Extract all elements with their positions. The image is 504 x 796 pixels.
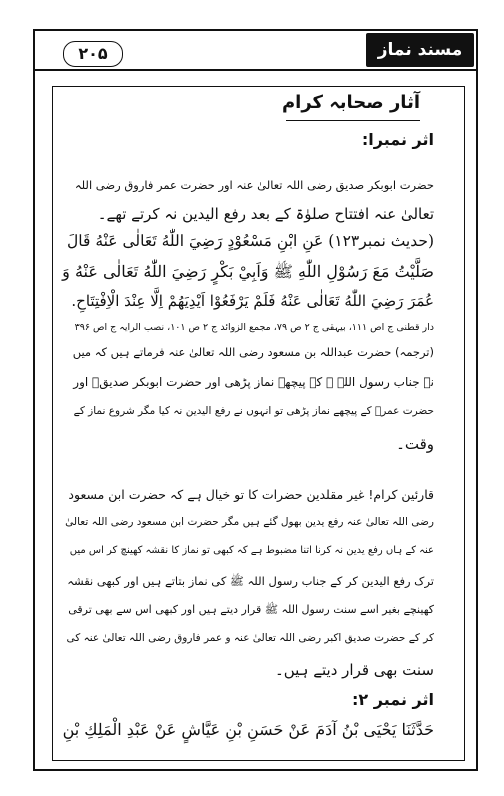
hadith-reference: دار قطنی ج اص ۱۱۱، بیہقی ج ۲ ص ۷۹، مجمع الزوائد ج ۲ ص ۱۰۱، نصب الرایہ ج اص ۳۹۶ [74,322,434,333]
note-line: قارئین کرام! غیر مقلدین حضرات کا تو خیال ہے کہ حضرت ابن مسعود [68,487,434,502]
note-line: رضی اللہ تعالیٰ عنہ رفع یدین بھول گئے ہیں مگر حضرت ابن مسعود رضی اللہ تعالیٰ [65,516,434,528]
note-line: ترک رفع الیدین کر کے جناب رسول اللہ ﷺ کی نماز بتاتے ہیں اور کبھی نقشہ [67,574,434,588]
translation-line: وقت۔ [396,435,434,453]
hadith-line: عُمَرَ رَضِيَ اللّٰهُ تَعَالٰى عَنْهُ فَلَمْ يَرْفَعُوْا اَيْدِيَهُمْ اِلَّا عِنْدَ الْاِفْتِتَاحِ. [71,292,434,310]
translation-line: حضرت عمرؓ کے پیچھے نماز پڑھی تو انہوں نے رفع الیدین نہ کیا مگر شروع نماز کے [73,405,434,417]
page-number: ۲۰۵ [63,41,123,67]
note-line: کر کے حضرت صدیق اکبر رضی اللہ تعالیٰ عنہ و عمر فاروق رضی اللہ تعالیٰ عنہ کی [66,632,434,644]
athar-1-label: اثر نمبرا: [361,130,434,149]
translation-line: نے جناب رسول اللہ ﷺ کے پیچھے نماز پڑھی اور حضرت ابوبکر صدیقؓ اور [73,375,434,389]
hadith-line: (حدیث نمبر۱۲۳) عَنِ ابْنِ مَسْعُوْدٍ رَضِيَ اللّٰهُ تَعَالٰى عَنْهُ قَالَ [67,232,434,250]
athar-2-label: اثر نمبر ۲: [352,690,434,709]
intro-line: حضرت ابوبکر صدیق رضی اللہ تعالیٰ عنہ اور حضرت عمر فاروق رضی اللہ [74,178,434,192]
note-line: سنت بھی قرار دیتے ہیں۔ [274,661,434,679]
note-line: عنہ کے ہاں رفع یدین نہ کرنا اتنا مضبوط ہے کہ کبھی تو نماز کا نقشہ کھینچ کر اس میں [69,545,434,556]
section-title: آثار صحابہ کرام [281,92,420,113]
running-title: مسند نماز حنفی [366,33,474,67]
hadith-line: حَدَّثَنَا يَحْيَى بْنُ آدَمَ عَنْ حَسَنِ بْنِ عَيَّاشٍ عَنْ عَبْدِ الْمَلِكِ بْنِ [62,720,434,739]
intro-line: تعالیٰ عنہ افتتاح صلوٰۃ کے بعد رفع الیدین نہ کرتے تھے۔ [97,205,434,223]
translation-line: (ترجمہ) حضرت عبداللہ بن مسعود رضی اللہ تعالیٰ عنہ فرماتے ہیں کہ میں [72,345,434,359]
section-title-underline [286,120,420,121]
hadith-line: صَلَّيْتُ مَعَ رَسُوْلِ اللّٰهِ ﷺ وَاَبِيْ بَكْرٍ رَضِيَ اللّٰهُ تَعَالٰى عَنْهُ وَ [62,262,434,281]
note-line: کھینچے بغیر اسے سنت رسول اللہ ﷺ قرار دیتے ہیں اور کبھی اس سے بھی ترقی [68,603,434,616]
